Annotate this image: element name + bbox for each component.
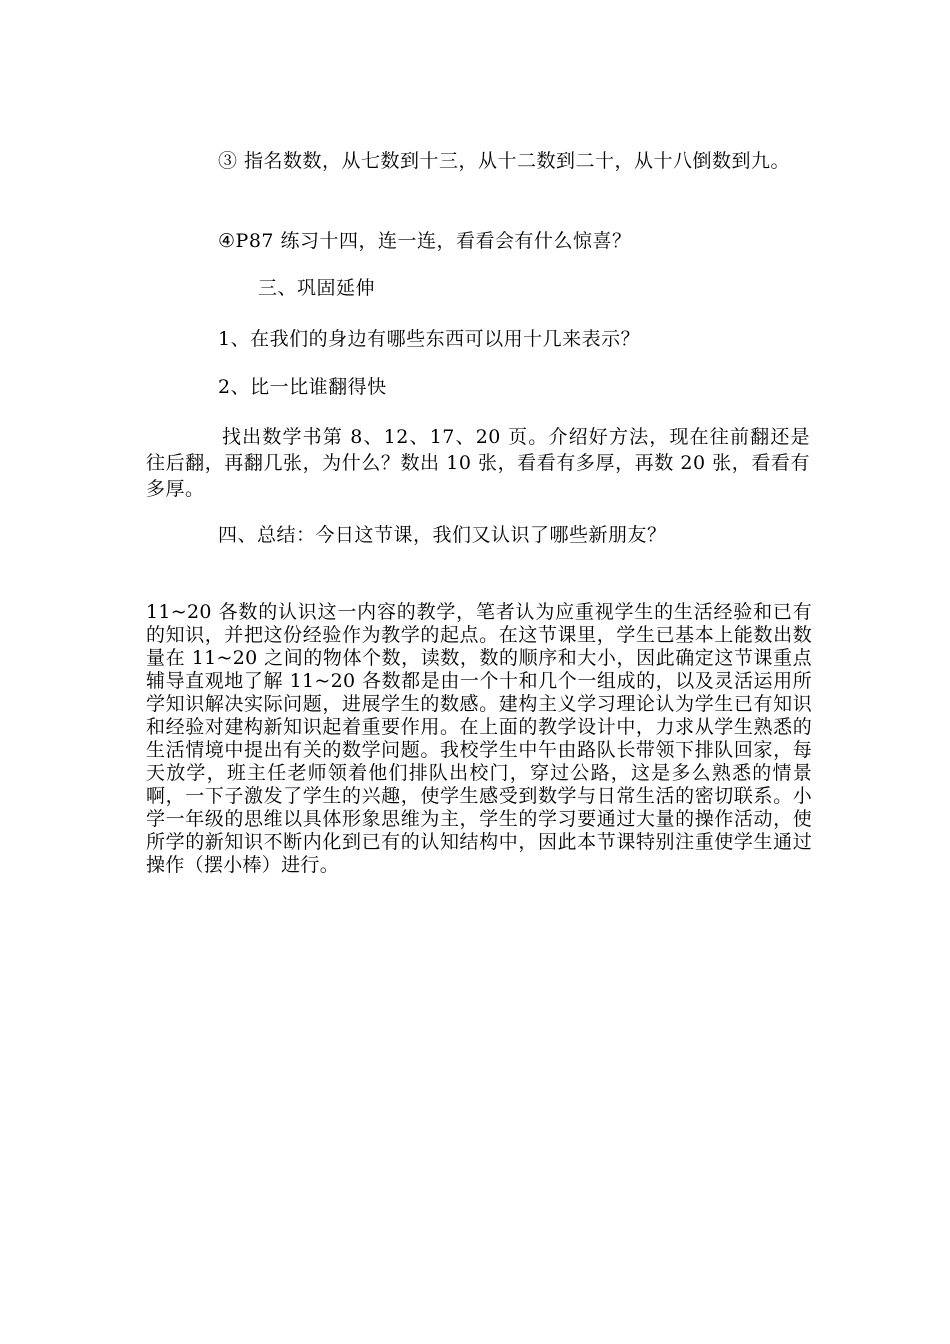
consolidation-question-1: 1、在我们的身边有哪些东西可以用十几来表示？ <box>218 328 641 350</box>
exercise-counting-paragraph: ③ 指名数数，从七数到十三，从十二数到二十，从十八倒数到九。 <box>218 150 791 172</box>
teaching-reflection-paragraph: 11~20 各数的认识这一内容的教学，笔者认为应重视学生的生活经验和已有的知识，并把这份经验作为教学的起点。在这节课里，学生已基本上能数出数量在 11~20 之间的物体个数，读数，数的顺序和大小，因此确定这节课重点辅导直观地了解 11~20 各数都是由一个十和几个一组成的，以及灵活运用所学知识解决实际问题，进展学生的数感。建构主义学习理论认为学生已有知识和经验对建构新知识起着重要作用。在上面的教学设计中，力求从学生熟悉的生活情境中提出有关的数学问题。我校学生中午由路队长带领下排队回家，每天放学，班主任老师领着他们排队出校门，穿过公路，这是多么熟悉的情景啊，一下子激发了学生的兴趣，使学生感受到数学与日常生活的密切联系。小学一年级的思维以具体形象思维为主，学生的学习要通过大量的操作活动，使所学的新知识不断内化到已有的认知结构中，因此本节课特别注重使学生通过操作（摆小棒）进行。 <box>146 601 812 876</box>
section-heading-summary: 四、总结：今日这节课，我们又认识了哪些新朋友？ <box>218 524 667 546</box>
exercise-matching-paragraph: ④P87 练习十四，连一连，看看会有什么惊喜？ <box>218 230 632 252</box>
page-flipping-activity-paragraph: 找出数学书第 8、12、17、20 页。介绍好方法，现在往前翻还是往后翻，再翻几张，为什么？数出 10 张，看看有多厚，再数 20 张，看看有多厚。 <box>146 426 810 500</box>
section-heading-consolidation: 三、巩固延伸 <box>258 277 376 299</box>
consolidation-question-2: 2、比一比谁翻得快 <box>218 376 387 398</box>
